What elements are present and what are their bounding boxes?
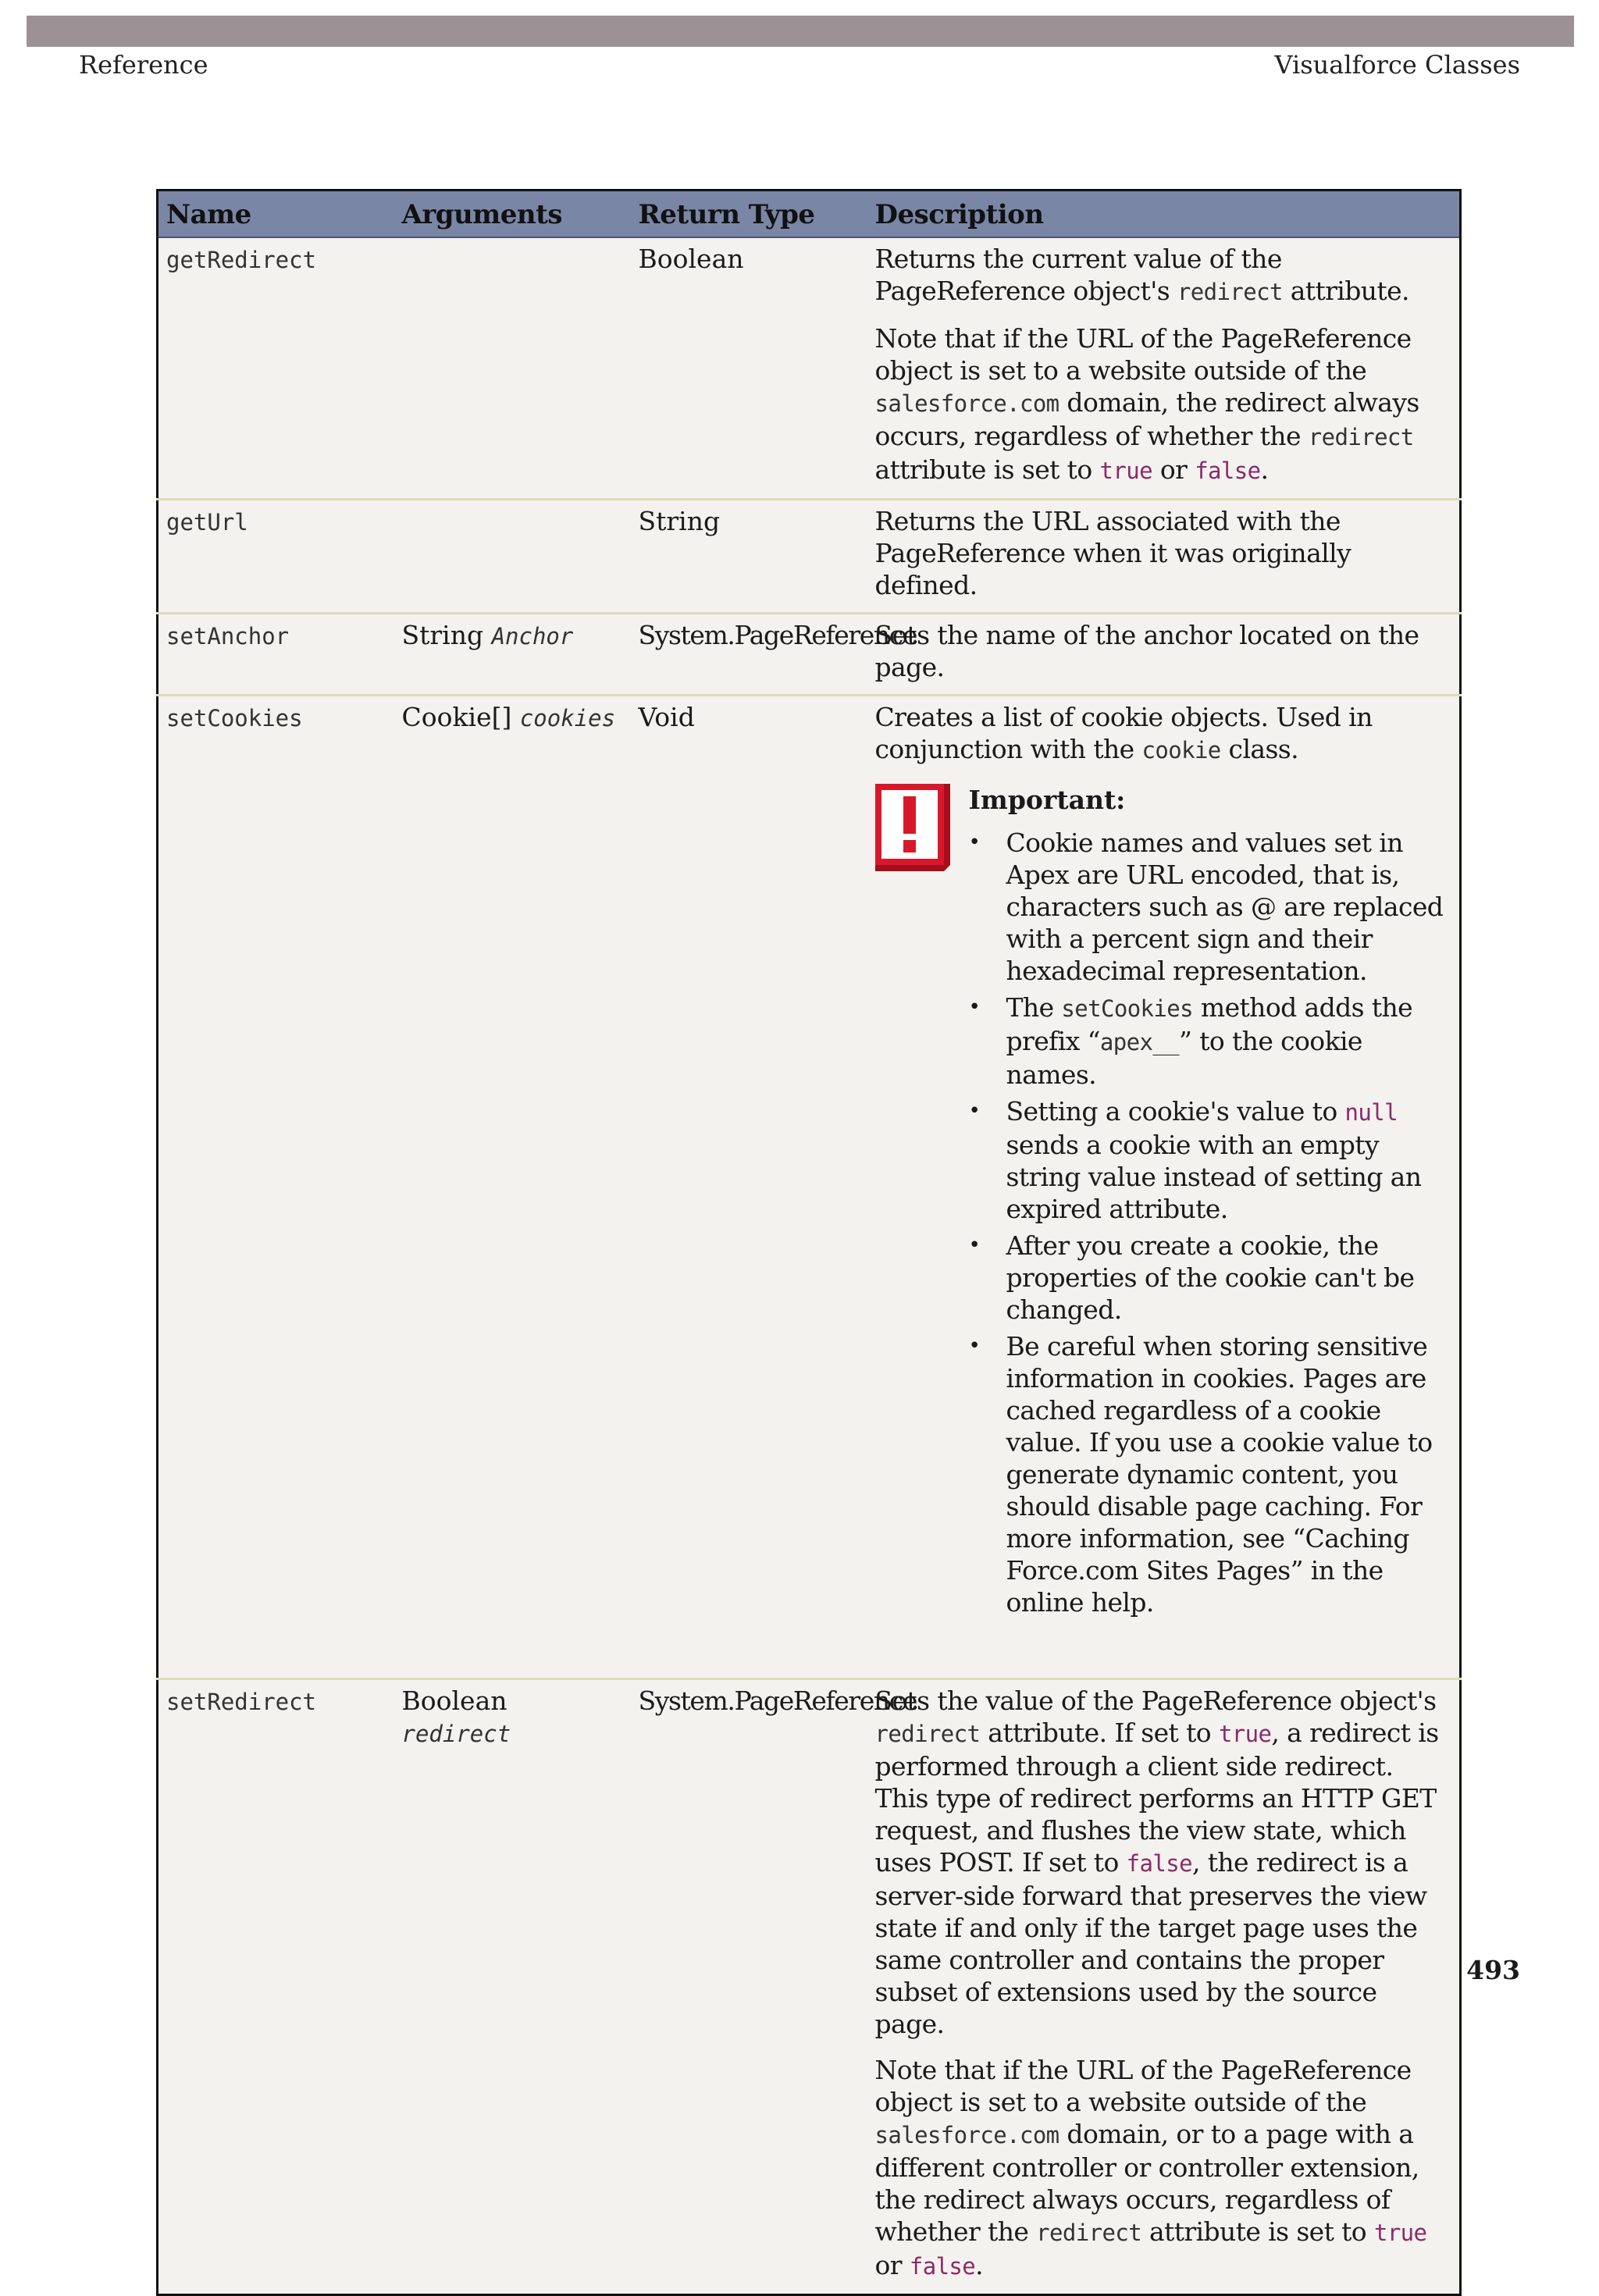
column-header-description: Description xyxy=(867,190,1461,238)
page-number: 493 xyxy=(1466,1955,1520,1985)
column-header-name: Name xyxy=(158,190,394,238)
list-item: • After you create a cookie, the properties of the cookie can't be changed. xyxy=(969,1230,1454,1326)
table-row xyxy=(158,1679,1461,2295)
method-name: getRedirect xyxy=(158,237,394,500)
description-paragraph: Note that if the URL of the PageReference object is set to a website outside of the salesforce.com domain, or to a page with a different controller or controller extension, the redirect always occurs, regardless of whether the redirect attribute is set to true or false. xyxy=(874,2055,1427,2280)
list-item: • Setting a cookie's value to null sends a cookie with an empty string value instead of setting an expired attribute. xyxy=(969,1095,1454,1225)
method-name: setCookies xyxy=(158,696,394,1679)
method-description xyxy=(867,696,1461,1679)
method-arguments: String Anchor xyxy=(394,614,631,696)
running-header-left: Reference xyxy=(79,50,208,80)
important-list xyxy=(969,827,1454,1618)
description-paragraph: Sets the value of the PageReference object's redirect attribute. If set to true, a redirect is performed through a client side redirect. This type of redirect performs an HTTP GET request, and flushes the view state, which uses POST. If set to false, the redirect is a server-side forward that preserves the view state if and only if the target page uses the same controller and contains the proper subset of extensions used by the source page. xyxy=(874,1686,1439,2039)
header-bar xyxy=(27,16,1574,47)
column-header-arguments: Arguments xyxy=(394,190,631,238)
method-description: Sets the name of the anchor located on the page. xyxy=(867,614,1461,696)
methods-table xyxy=(156,189,1462,2296)
table-header-row xyxy=(158,190,1461,238)
table-row xyxy=(158,237,1461,500)
important-body xyxy=(969,784,1454,1623)
method-description: Returns the URL associated with the PageReference when it was originally defined. xyxy=(867,500,1461,614)
method-return-type: Boolean xyxy=(631,237,867,500)
warning-icon xyxy=(875,784,950,874)
method-return-type: String xyxy=(631,500,867,614)
important-note xyxy=(875,784,1454,1623)
description-paragraph: Note that if the URL of the PageReference object is set to a website outside of the salesforce.com domain, the redirect always occurs, regardless of whether the redirect attribute is set to true or false. xyxy=(874,323,1419,485)
list-item: • Be careful when storing sensitive information in cookies. Pages are cached regardless of a cookie value. If you use a cookie value to generate dynamic content, you should disable page caching. For more information, see “Caching Force.com Sites Pages” in the online help. xyxy=(969,1330,1454,1618)
column-header-return-type: Return Type xyxy=(631,190,867,238)
method-return-type: System.PageReference xyxy=(631,1679,867,2295)
method-name: setRedirect xyxy=(158,1679,394,2295)
method-name: getUrl xyxy=(158,500,394,614)
description-paragraph: Returns the current value of the PageReference object's redirect attribute. xyxy=(874,244,1409,306)
description-paragraph: Creates a list of cookie objects. Used in conjunction with the cookie class. xyxy=(874,702,1373,764)
method-arguments xyxy=(394,237,631,500)
method-arguments xyxy=(394,500,631,614)
running-header-right: Visualforce Classes xyxy=(1274,50,1520,80)
method-arguments: Boolean redirect xyxy=(394,1679,631,2295)
method-description xyxy=(867,1679,1461,2295)
table-row xyxy=(158,696,1461,1679)
table-row xyxy=(158,500,1461,614)
important-title: Important: xyxy=(968,785,1126,815)
method-description xyxy=(867,237,1461,500)
method-name: setAnchor xyxy=(158,614,394,696)
method-return-type: System.PageReference xyxy=(631,614,867,696)
list-item: • The setCookies method adds the prefix “apex__” to the cookie names. xyxy=(969,991,1454,1091)
method-arguments: Cookie[] cookies xyxy=(394,696,631,1679)
list-item: • Cookie names and values set in Apex are URL encoded, that is, characters such as @ are replaced with a percent sign and their hexadecimal representation. xyxy=(969,827,1454,987)
method-return-type: Void xyxy=(631,696,867,1679)
table-row xyxy=(158,614,1461,696)
